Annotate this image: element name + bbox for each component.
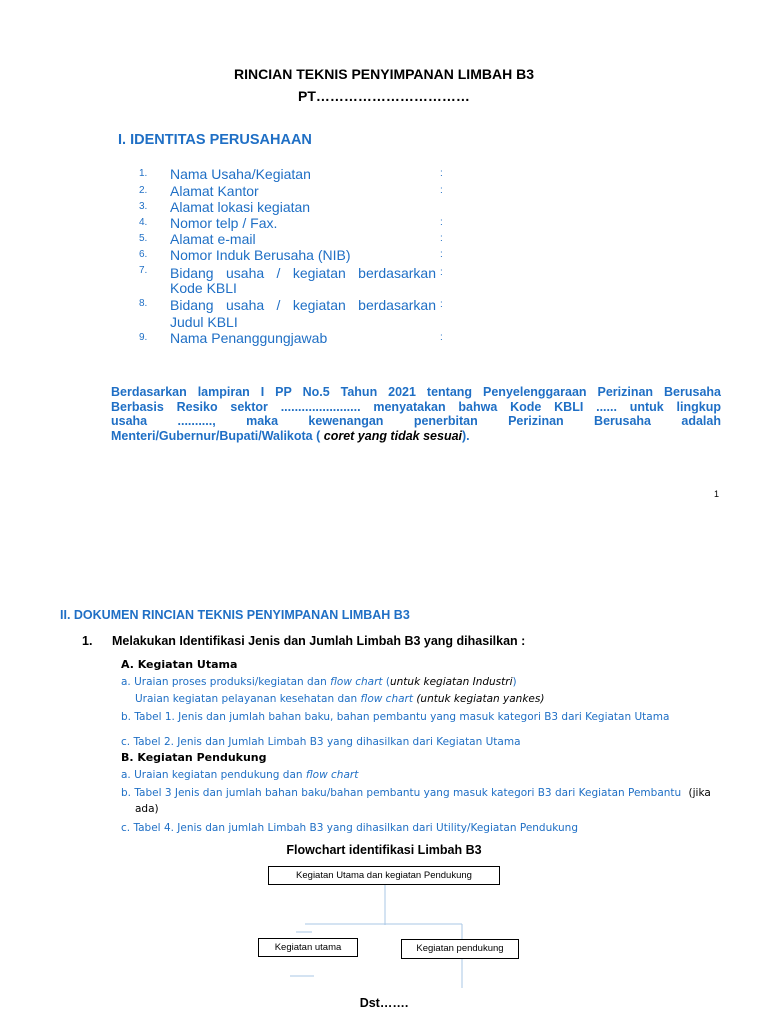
flowchart-top-box: Kegiatan Utama dan kegiatan Pendukung	[268, 866, 500, 885]
item-label: Alamat e-mail	[170, 231, 256, 247]
item-number: 7.	[139, 265, 148, 276]
kegiatan-pendukung-heading: B. Kegiatan Pendukung	[121, 751, 267, 764]
kegiatan-utama-heading: A. Kegiatan Utama	[121, 658, 238, 671]
item-text: Uraian kegiatan pelayanan kesehatan dan	[135, 693, 361, 705]
item-number: 6.	[139, 249, 148, 260]
item-colon: :	[440, 168, 443, 179]
item-number: 4.	[139, 217, 148, 228]
item-label: Bidang usaha / kegiatan berdasarkan	[170, 265, 436, 281]
item-label: Bidang usaha / kegiatan berdasarkan	[170, 297, 436, 313]
step-text: Melakukan Identifikasi Jenis dan Jumlah Limbah B3 yang dihasilkan :	[112, 634, 526, 648]
statement-line: Berdasarkan lampiran I PP No.5 Tahun 2021 tentang Penyelenggaraan Perizinan Berusaha	[111, 385, 721, 399]
item-label: Nama Penanggungjawab	[170, 330, 328, 346]
item-text: a. Uraian proses produksi/kegiatan dan	[121, 676, 331, 688]
item-colon: :	[440, 332, 443, 343]
kegiatan-utama-item-c: c. Tabel 2. Jenis dan Jumlah Limbah B3 yang dihasilkan dari Kegiatan Utama	[121, 736, 521, 748]
item-text: (	[382, 676, 390, 688]
item-number: 2.	[139, 185, 148, 196]
statement-text: ).	[462, 429, 470, 444]
flowchart-title: Flowchart identifikasi Limbah B3	[286, 843, 482, 857]
statement-text: Menteri/Gubernur/Bupati/Walikota (	[111, 429, 324, 444]
item-text: )	[512, 676, 517, 688]
item-label: Alamat Kantor	[170, 183, 259, 199]
item-label: Nomor Induk Berusaha (NIB)	[170, 247, 351, 263]
kegiatan-pendukung-item-c: c. Tabel 4. Jenis dan jumlah Limbah B3 yang dihasilkan dari Utility/Kegiatan Pendukung	[121, 822, 578, 834]
strike-note: coret yang tidak sesuai	[323, 429, 463, 444]
item-colon: :	[440, 299, 443, 310]
kegiatan-utama-item-b: b. Tabel 1. Jenis dan jumlah bahan baku, bahan pembantu yang masuk kategori B3 dari Kegiatan Utama	[121, 711, 670, 723]
item-label: Nomor telp / Fax.	[170, 215, 278, 231]
item-italic: flow chart	[305, 769, 359, 781]
item-number: 5.	[139, 233, 148, 244]
flowchart-kegiatan-pendukung-box: Kegiatan pendukung	[401, 939, 519, 959]
section-identitas-heading: I. IDENTITAS PERUSAHAAN	[118, 132, 312, 148]
item-text: b. Tabel 3 Jenis dan jumlah bahan baku/bahan pembantu yang masuk kategori B3 dari Kegiatan Pembantu	[121, 787, 682, 799]
item-colon: :	[440, 217, 443, 228]
item-colon: :	[440, 249, 443, 260]
step-number: 1.	[82, 634, 93, 648]
item-note: (untuk kegiatan yankes)	[412, 693, 545, 705]
item-note: (jika	[688, 787, 711, 799]
item-italic: flow chart	[360, 693, 413, 705]
continuation-text: Dst…….	[359, 996, 409, 1010]
item-italic: flow chart	[330, 676, 383, 688]
item-colon: :	[440, 267, 443, 278]
statement-line: usaha .........., maka kewenangan penerbitan Perizinan Berusaha adalah	[111, 414, 721, 429]
page-number: 1	[714, 489, 720, 499]
document-title: RINCIAN TEKNIS PENYIMPANAN LIMBAH B3	[234, 66, 534, 82]
item-colon: :	[440, 233, 443, 244]
item-colon: :	[440, 185, 443, 196]
item-text: a. Uraian kegiatan pendukung dan	[121, 769, 306, 781]
item-number: 3.	[139, 201, 148, 212]
item-label-continuation: Judul KBLI	[170, 314, 238, 330]
item-number: 1.	[139, 168, 148, 179]
flowchart-kegiatan-utama-box: Kegiatan utama	[258, 938, 358, 957]
item-note: untuk kegiatan Industri	[390, 676, 513, 688]
section-dokumen-heading: II. DOKUMEN RINCIAN TEKNIS PENYIMPANAN LIMBAH B3	[60, 608, 410, 622]
company-name: PT……………………………	[298, 88, 470, 104]
item-note: ada)	[135, 803, 159, 815]
item-number: 8.	[139, 298, 148, 309]
item-label: Nama Usaha/Kegiatan	[170, 166, 311, 182]
item-label-continuation: Kode KBLI	[170, 280, 237, 296]
item-label: Alamat lokasi kegiatan	[170, 199, 311, 215]
item-number: 9.	[139, 332, 148, 343]
statement-line: Berbasis Resiko sektor ....................... menyatakan bahwa Kode KBLI ...... untuk lingkup	[111, 399, 721, 414]
